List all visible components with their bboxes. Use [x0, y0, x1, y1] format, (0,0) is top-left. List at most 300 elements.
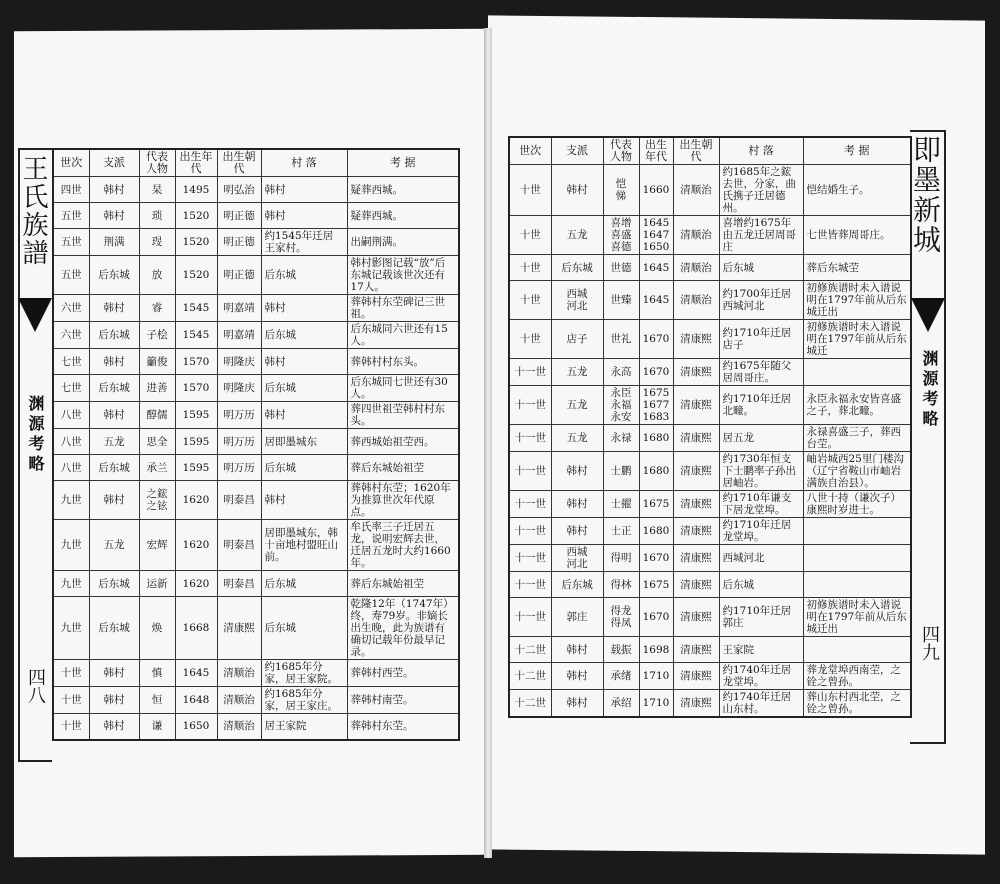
right-cell-birth-dynasty: 清顺治 [673, 255, 719, 281]
left-cell-village: 后东城 [261, 256, 347, 295]
right-cell-generation: 十一世 [509, 598, 551, 637]
left-cell-generation: 五世 [53, 203, 89, 229]
right-cell-representative: 士鹏 [603, 452, 639, 491]
left-table-header [53, 149, 459, 177]
left-cell-representative: 琐 [139, 203, 175, 229]
right-header-generation: 世次 [509, 137, 551, 165]
right-page-number: 四九 [919, 625, 940, 661]
left-cell-village: 居即墨城东，韩十亩地村盟旺山前。 [261, 520, 347, 571]
right-cell-generation: 十世 [509, 165, 551, 216]
left-header-evidence: 考 据 [347, 149, 459, 177]
table-row [509, 425, 911, 452]
right-cell-village: 约1710年迁居北疃。 [719, 386, 803, 425]
left-cell-birth-year: 1620 [175, 481, 217, 520]
left-cell-branch: 后东城 [89, 375, 139, 402]
left-cell-village: 后东城 [261, 597, 347, 660]
right-cell-representative: 得明 [603, 545, 639, 572]
left-genealogy-table [52, 148, 460, 741]
left-cell-birth-dynasty: 清康熙 [217, 597, 261, 660]
left-cell-village: 后东城 [261, 375, 347, 402]
right-cell-generation: 十一世 [509, 545, 551, 572]
right-cell-representative: 承绍 [603, 690, 639, 718]
left-cell-birth-dynasty: 明万历 [217, 402, 261, 429]
left-cell-generation: 五世 [53, 229, 89, 256]
left-cell-generation: 八世 [53, 455, 89, 481]
right-cell-evidence [803, 359, 911, 386]
left-cell-birth-year: 1648 [175, 687, 217, 714]
right-cell-branch: 韩村 [551, 637, 603, 663]
right-cell-birth-dynasty: 清康熙 [673, 452, 719, 491]
left-cell-representative: 醇儒 [139, 402, 175, 429]
right-cell-representative: 恺 悌 [603, 165, 639, 216]
left-cell-evidence: 疑葬西城。 [347, 203, 459, 229]
left-cell-birth-year: 1520 [175, 229, 217, 256]
right-cell-birth-dynasty: 清康熙 [673, 637, 719, 663]
left-cell-branch: 韩村 [89, 203, 139, 229]
table-row [509, 320, 911, 359]
left-header-village: 村 落 [261, 149, 347, 177]
left-cell-village: 韩村 [261, 203, 347, 229]
right-cell-village: 约1710年迁居龙堂埠。 [719, 518, 803, 545]
left-cell-evidence: 疑葬西城。 [347, 177, 459, 203]
left-cell-generation: 九世 [53, 520, 89, 571]
left-cell-birth-dynasty: 明万历 [217, 455, 261, 481]
right-table-header [509, 137, 911, 165]
left-cell-evidence: 葬韩村东茔。 [347, 714, 459, 740]
right-cell-evidence: 八世十持（谦次子）康熙时岁进士。 [803, 491, 911, 518]
right-cell-generation: 十二世 [509, 690, 551, 718]
right-cell-birth-dynasty: 清康熙 [673, 572, 719, 598]
right-cell-representative: 永高 [603, 359, 639, 386]
left-cell-evidence: 葬西城始祖茔西。 [347, 429, 459, 455]
left-cell-generation: 十世 [53, 714, 89, 740]
left-cell-birth-year: 1645 [175, 660, 217, 687]
right-cell-birth-dynasty: 清顺治 [673, 165, 719, 216]
table-row [53, 520, 459, 571]
left-cell-village: 韩村 [261, 295, 347, 322]
right-cell-generation: 十一世 [509, 518, 551, 545]
left-cell-birth-dynasty: 明隆庆 [217, 375, 261, 402]
left-cell-village: 韩村 [261, 481, 347, 520]
table-row [53, 177, 459, 203]
right-cell-birth-year: 1675 [639, 572, 673, 598]
left-cell-birth-dynasty: 明正德 [217, 256, 261, 295]
right-cell-branch: 西城 河北 [551, 281, 603, 320]
right-cell-branch: 五龙 [551, 216, 603, 255]
right-cell-generation: 十一世 [509, 452, 551, 491]
table-row [53, 375, 459, 402]
table-row [53, 660, 459, 687]
left-header-birth-dynasty: 出生朝代 [217, 149, 261, 177]
left-cell-representative: 谦 [139, 714, 175, 740]
left-cell-village: 后东城 [261, 455, 347, 481]
left-triangle-marker [18, 298, 52, 332]
left-cell-evidence: 乾隆12年（1747年）终，寿79岁。非嫡长出生晚，此为族谱有确切记载年份最早记录。 [347, 597, 459, 660]
left-cell-branch: 后东城 [89, 597, 139, 660]
right-cell-representative: 载振 [603, 637, 639, 663]
left-cell-branch: 韩村 [89, 295, 139, 322]
right-cell-evidence: 葬后东城茔 [803, 255, 911, 281]
left-cell-representative: 进善 [139, 375, 175, 402]
right-cell-generation: 十世 [509, 216, 551, 255]
right-header-representative: 代表人物 [603, 137, 639, 165]
right-cell-branch: 店子 [551, 320, 603, 359]
left-cell-evidence: 后东城同七世还有30人。 [347, 375, 459, 402]
left-cell-birth-dynasty: 明万历 [217, 429, 261, 455]
left-cell-evidence: 韩村影图记载“放”后东城记载该世次还有17人。 [347, 256, 459, 295]
left-cell-evidence: 葬后东城始祖茔 [347, 571, 459, 597]
table-row [53, 714, 459, 740]
right-cell-village: 约1685年之鋐去世，分家，曲氏携子迁居德州。 [719, 165, 803, 216]
right-cell-evidence: 永禄喜盛三子，葬西台茔。 [803, 425, 911, 452]
right-cell-birth-year: 1670 [639, 359, 673, 386]
left-cell-branch: 后东城 [89, 571, 139, 597]
table-row [53, 229, 459, 256]
right-table-body [509, 165, 911, 718]
left-cell-representative: 慎 [139, 660, 175, 687]
left-cell-birth-dynasty: 明泰昌 [217, 571, 261, 597]
right-cell-birth-year: 1675 [639, 491, 673, 518]
left-cell-birth-year: 1520 [175, 203, 217, 229]
book-spine [484, 28, 492, 858]
left-cell-birth-year: 1545 [175, 322, 217, 349]
right-cell-birth-year: 1670 [639, 320, 673, 359]
left-cell-representative: 恒 [139, 687, 175, 714]
left-cell-evidence: 葬韩村村东头。 [347, 349, 459, 375]
right-cell-generation: 十二世 [509, 637, 551, 663]
right-cell-generation: 十一世 [509, 386, 551, 425]
left-section-title: 渊源考略 [26, 395, 45, 475]
left-cell-birth-year: 1650 [175, 714, 217, 740]
right-cell-generation: 十世 [509, 320, 551, 359]
table-row [509, 518, 911, 545]
left-cell-representative: 之鋐 之铉 [139, 481, 175, 520]
table-row [53, 597, 459, 660]
left-cell-birth-dynasty: 明正德 [217, 203, 261, 229]
left-cell-generation: 八世 [53, 402, 89, 429]
table-row [509, 598, 911, 637]
table-row [53, 295, 459, 322]
left-cell-generation: 九世 [53, 481, 89, 520]
left-cell-village: 约1685年分家，居王家庄。 [261, 687, 347, 714]
table-row [509, 452, 911, 491]
left-cell-birth-year: 1620 [175, 520, 217, 571]
right-cell-branch: 五龙 [551, 359, 603, 386]
right-cell-birth-year: 1710 [639, 690, 673, 718]
left-cell-representative: 睿 [139, 295, 175, 322]
right-cell-generation: 十二世 [509, 663, 551, 690]
right-cell-representative: 得林 [603, 572, 639, 598]
right-cell-birth-year: 1660 [639, 165, 673, 216]
left-cell-branch: 韩村 [89, 660, 139, 687]
right-cell-generation: 十一世 [509, 572, 551, 598]
right-cell-representative: 世礼 [603, 320, 639, 359]
right-cell-birth-year: 1645 [639, 255, 673, 281]
left-cell-birth-year: 1570 [175, 375, 217, 402]
table-row [509, 281, 911, 320]
right-cell-village: 西城河北 [719, 545, 803, 572]
right-cell-birth-dynasty: 清康熙 [673, 663, 719, 690]
right-cell-evidence [803, 637, 911, 663]
right-cell-evidence: 葬龙堂埠西南茔，之铨之曾孙。 [803, 663, 911, 690]
left-book-title: 王氏族譜 [18, 155, 48, 267]
right-cell-birth-dynasty: 清康熙 [673, 386, 719, 425]
table-row [53, 571, 459, 597]
left-cell-branch: 韩村 [89, 177, 139, 203]
right-cell-representative: 得龙 得凤 [603, 598, 639, 637]
left-cell-birth-dynasty: 清顺治 [217, 660, 261, 687]
right-cell-birth-dynasty: 清康熙 [673, 545, 719, 572]
table-row [509, 663, 911, 690]
right-cell-birth-year: 1670 [639, 598, 673, 637]
right-cell-representative: 士擢 [603, 491, 639, 518]
right-header-evidence: 考 据 [803, 137, 911, 165]
left-cell-generation: 十世 [53, 660, 89, 687]
right-book-title: 即墨新城 [909, 135, 942, 255]
left-cell-village: 约1545年迁居王家村。 [261, 229, 347, 256]
left-cell-village: 韩村 [261, 349, 347, 375]
left-cell-branch: 韩村 [89, 402, 139, 429]
right-cell-birth-year: 1710 [639, 663, 673, 690]
right-cell-branch: 后东城 [551, 572, 603, 598]
left-cell-representative: 子桧 [139, 322, 175, 349]
left-cell-representative: 琝 [139, 229, 175, 256]
right-cell-birth-dynasty: 清康熙 [673, 598, 719, 637]
table-row [509, 690, 911, 718]
right-header-branch: 支派 [551, 137, 603, 165]
right-cell-village: 约1740年迁居龙堂埠。 [719, 663, 803, 690]
right-cell-evidence [803, 518, 911, 545]
left-cell-village: 后东城 [261, 322, 347, 349]
left-cell-evidence: 葬韩村东茔碑记三世祖。 [347, 295, 459, 322]
left-cell-generation: 十世 [53, 687, 89, 714]
table-row [509, 386, 911, 425]
table-row [53, 687, 459, 714]
table-row [509, 255, 911, 281]
left-cell-birth-year: 1595 [175, 429, 217, 455]
left-cell-branch: 五龙 [89, 429, 139, 455]
left-cell-birth-dynasty: 明泰昌 [217, 481, 261, 520]
table-row [509, 491, 911, 518]
right-cell-village: 约1710年迁居店子 [719, 320, 803, 359]
left-cell-representative: 思全 [139, 429, 175, 455]
left-cell-birth-dynasty: 清顺治 [217, 687, 261, 714]
left-cell-representative: 宏辉 [139, 520, 175, 571]
left-cell-representative: 运新 [139, 571, 175, 597]
table-row [53, 256, 459, 295]
right-cell-evidence: 葬山东村西北茔，之铨之曾孙。 [803, 690, 911, 718]
right-cell-village: 约1710年谦支下居龙堂埠。 [719, 491, 803, 518]
left-cell-representative: 焕 [139, 597, 175, 660]
right-cell-birth-dynasty: 清康熙 [673, 690, 719, 718]
left-cell-birth-year: 1620 [175, 571, 217, 597]
right-cell-generation: 十世 [509, 255, 551, 281]
right-cell-village: 居五龙 [719, 425, 803, 452]
left-cell-evidence: 后东城同六世还有15人。 [347, 322, 459, 349]
left-cell-birth-dynasty: 清顺治 [217, 714, 261, 740]
left-cell-generation: 五世 [53, 256, 89, 295]
right-cell-evidence: 七世皆葬周哥庄。 [803, 216, 911, 255]
right-cell-branch: 韩村 [551, 518, 603, 545]
left-cell-birth-dynasty: 明正德 [217, 229, 261, 256]
right-cell-birth-year: 1645 [639, 281, 673, 320]
left-cell-birth-dynasty: 明弘治 [217, 177, 261, 203]
right-cell-birth-dynasty: 清顺治 [673, 216, 719, 255]
left-cell-evidence: 葬后东城始祖茔 [347, 455, 459, 481]
table-row [509, 216, 911, 255]
right-cell-representative: 永禄 [603, 425, 639, 452]
right-cell-birth-dynasty: 清康熙 [673, 491, 719, 518]
right-cell-generation: 十一世 [509, 359, 551, 386]
left-table-body [53, 177, 459, 740]
table-row [509, 545, 911, 572]
right-cell-birth-year: 1675 1677 1683 [639, 386, 673, 425]
right-cell-village: 约1730年恒支下士鹏率子孙出居岫岩。 [719, 452, 803, 491]
left-cell-generation: 四世 [53, 177, 89, 203]
right-cell-village: 约1740年迁居山东村。 [719, 690, 803, 718]
left-cell-generation: 七世 [53, 349, 89, 375]
left-cell-branch: 韩村 [89, 349, 139, 375]
right-cell-village: 约1675年随父居周哥庄。 [719, 359, 803, 386]
left-cell-birth-dynasty: 明嘉靖 [217, 295, 261, 322]
table-row [53, 322, 459, 349]
right-genealogy-table [508, 136, 912, 718]
right-cell-village: 王家院 [719, 637, 803, 663]
left-header-branch: 支派 [89, 149, 139, 177]
right-cell-evidence: 初修族谱时未入谱说明在1797年前从后东城迁出 [803, 598, 911, 637]
table-row [53, 203, 459, 229]
left-cell-birth-year: 1570 [175, 349, 217, 375]
right-cell-representative: 世臻 [603, 281, 639, 320]
left-cell-branch: 后东城 [89, 322, 139, 349]
table-row [53, 402, 459, 429]
left-cell-representative: 承兰 [139, 455, 175, 481]
right-cell-birth-dynasty: 清康熙 [673, 518, 719, 545]
left-cell-birth-year: 1595 [175, 402, 217, 429]
right-cell-branch: 郭庄 [551, 598, 603, 637]
left-cell-representative: 籲俊 [139, 349, 175, 375]
left-header-birth-year: 出生年代 [175, 149, 217, 177]
left-cell-evidence: 葬韩村东茔；1620年为推算世次年代原点。 [347, 481, 459, 520]
table-row [53, 429, 459, 455]
right-cell-evidence [803, 545, 911, 572]
right-cell-birth-dynasty: 清康熙 [673, 320, 719, 359]
right-cell-branch: 后东城 [551, 255, 603, 281]
left-cell-village: 居即墨城东 [261, 429, 347, 455]
left-cell-branch: 韩村 [89, 481, 139, 520]
left-cell-branch: 韩村 [89, 714, 139, 740]
table-row [53, 455, 459, 481]
right-cell-birth-year: 1670 [639, 545, 673, 572]
left-cell-birth-dynasty: 明隆庆 [217, 349, 261, 375]
left-cell-branch: 荆满 [89, 229, 139, 256]
left-cell-evidence: 牟氏率三子迁居五龙，说明宏辉去世，迁居五龙时大约1660年。 [347, 520, 459, 571]
left-cell-birth-dynasty: 明泰昌 [217, 520, 261, 571]
left-cell-birth-year: 1520 [175, 256, 217, 295]
left-cell-branch: 后东城 [89, 455, 139, 481]
left-cell-evidence: 葬韩村南茔。 [347, 687, 459, 714]
table-row [509, 165, 911, 216]
right-cell-evidence: 岫岩城西25里门楼沟（辽宁省鞍山市岫岩满族自治县）。 [803, 452, 911, 491]
right-cell-evidence: 初修族谱时未入谱说明在1797年前从后东城迁 [803, 320, 911, 359]
right-cell-birth-year: 1680 [639, 518, 673, 545]
left-cell-village: 约1685年分家，居王家院。 [261, 660, 347, 687]
right-cell-village: 约1710年迁居郭庄 [719, 598, 803, 637]
right-cell-branch: 韩村 [551, 165, 603, 216]
right-cell-representative: 永臣 永福 永安 [603, 386, 639, 425]
right-cell-generation: 十一世 [509, 425, 551, 452]
right-cell-birth-dynasty: 清康熙 [673, 359, 719, 386]
right-cell-birth-year: 1698 [639, 637, 673, 663]
right-cell-branch: 韩村 [551, 452, 603, 491]
table-row [53, 349, 459, 375]
right-cell-evidence: 永臣永福永安皆喜盛之子，葬北疃。 [803, 386, 911, 425]
right-cell-village: 喜增约1675年由五龙迁居周哥庄 [719, 216, 803, 255]
left-cell-birth-year: 1545 [175, 295, 217, 322]
left-cell-representative: 放 [139, 256, 175, 295]
right-cell-birth-year: 1680 [639, 425, 673, 452]
left-header-representative: 代表人物 [139, 149, 175, 177]
right-cell-representative: 喜增 喜盛 喜德 [603, 216, 639, 255]
left-cell-generation: 九世 [53, 597, 89, 660]
right-cell-generation: 十世 [509, 281, 551, 320]
right-cell-generation: 十一世 [509, 491, 551, 518]
right-cell-evidence: 恺结婚生子。 [803, 165, 911, 216]
right-header-birth-year: 出生年代 [639, 137, 673, 165]
right-cell-branch: 五龙 [551, 386, 603, 425]
right-cell-representative: 世德 [603, 255, 639, 281]
right-cell-village: 后东城 [719, 255, 803, 281]
right-cell-birth-year: 1645 1647 1650 [639, 216, 673, 255]
right-cell-birth-dynasty: 清康熙 [673, 425, 719, 452]
right-cell-birth-year: 1680 [639, 452, 673, 491]
right-triangle-marker [911, 298, 945, 332]
table-row [53, 481, 459, 520]
left-cell-branch: 五龙 [89, 520, 139, 571]
left-cell-generation: 九世 [53, 571, 89, 597]
right-section-title: 渊源考略 [920, 350, 939, 430]
right-cell-village: 后东城 [719, 572, 803, 598]
left-header-generation: 世次 [53, 149, 89, 177]
right-cell-branch: 韩村 [551, 491, 603, 518]
left-cell-village: 居王家院 [261, 714, 347, 740]
left-cell-generation: 六世 [53, 295, 89, 322]
right-cell-representative: 士正 [603, 518, 639, 545]
left-cell-evidence: 出嗣荆满。 [347, 229, 459, 256]
left-cell-evidence: 葬韩村西茔。 [347, 660, 459, 687]
left-cell-village: 韩村 [261, 177, 347, 203]
right-cell-evidence: 初修族谱时未入谱说明在1797年前从后东城迁出 [803, 281, 911, 320]
left-cell-birth-year: 1495 [175, 177, 217, 203]
right-cell-birth-dynasty: 清顺治 [673, 281, 719, 320]
right-cell-village: 约1700年迁居西城河北 [719, 281, 803, 320]
left-cell-birth-year: 1668 [175, 597, 217, 660]
right-header-village: 村 落 [719, 137, 803, 165]
left-cell-evidence: 葬四世祖茔韩村村东头。 [347, 402, 459, 429]
table-row [509, 359, 911, 386]
left-page-number: 四八 [25, 668, 46, 704]
right-cell-branch: 西城 河北 [551, 545, 603, 572]
left-cell-branch: 韩村 [89, 687, 139, 714]
table-row [509, 637, 911, 663]
right-cell-branch: 五龙 [551, 425, 603, 452]
left-cell-village: 韩村 [261, 402, 347, 429]
left-cell-representative: 杲 [139, 177, 175, 203]
left-cell-birth-dynasty: 明嘉靖 [217, 322, 261, 349]
right-cell-representative: 承绪 [603, 663, 639, 690]
right-header-birth-dynasty: 出生朝代 [673, 137, 719, 165]
right-cell-evidence [803, 572, 911, 598]
